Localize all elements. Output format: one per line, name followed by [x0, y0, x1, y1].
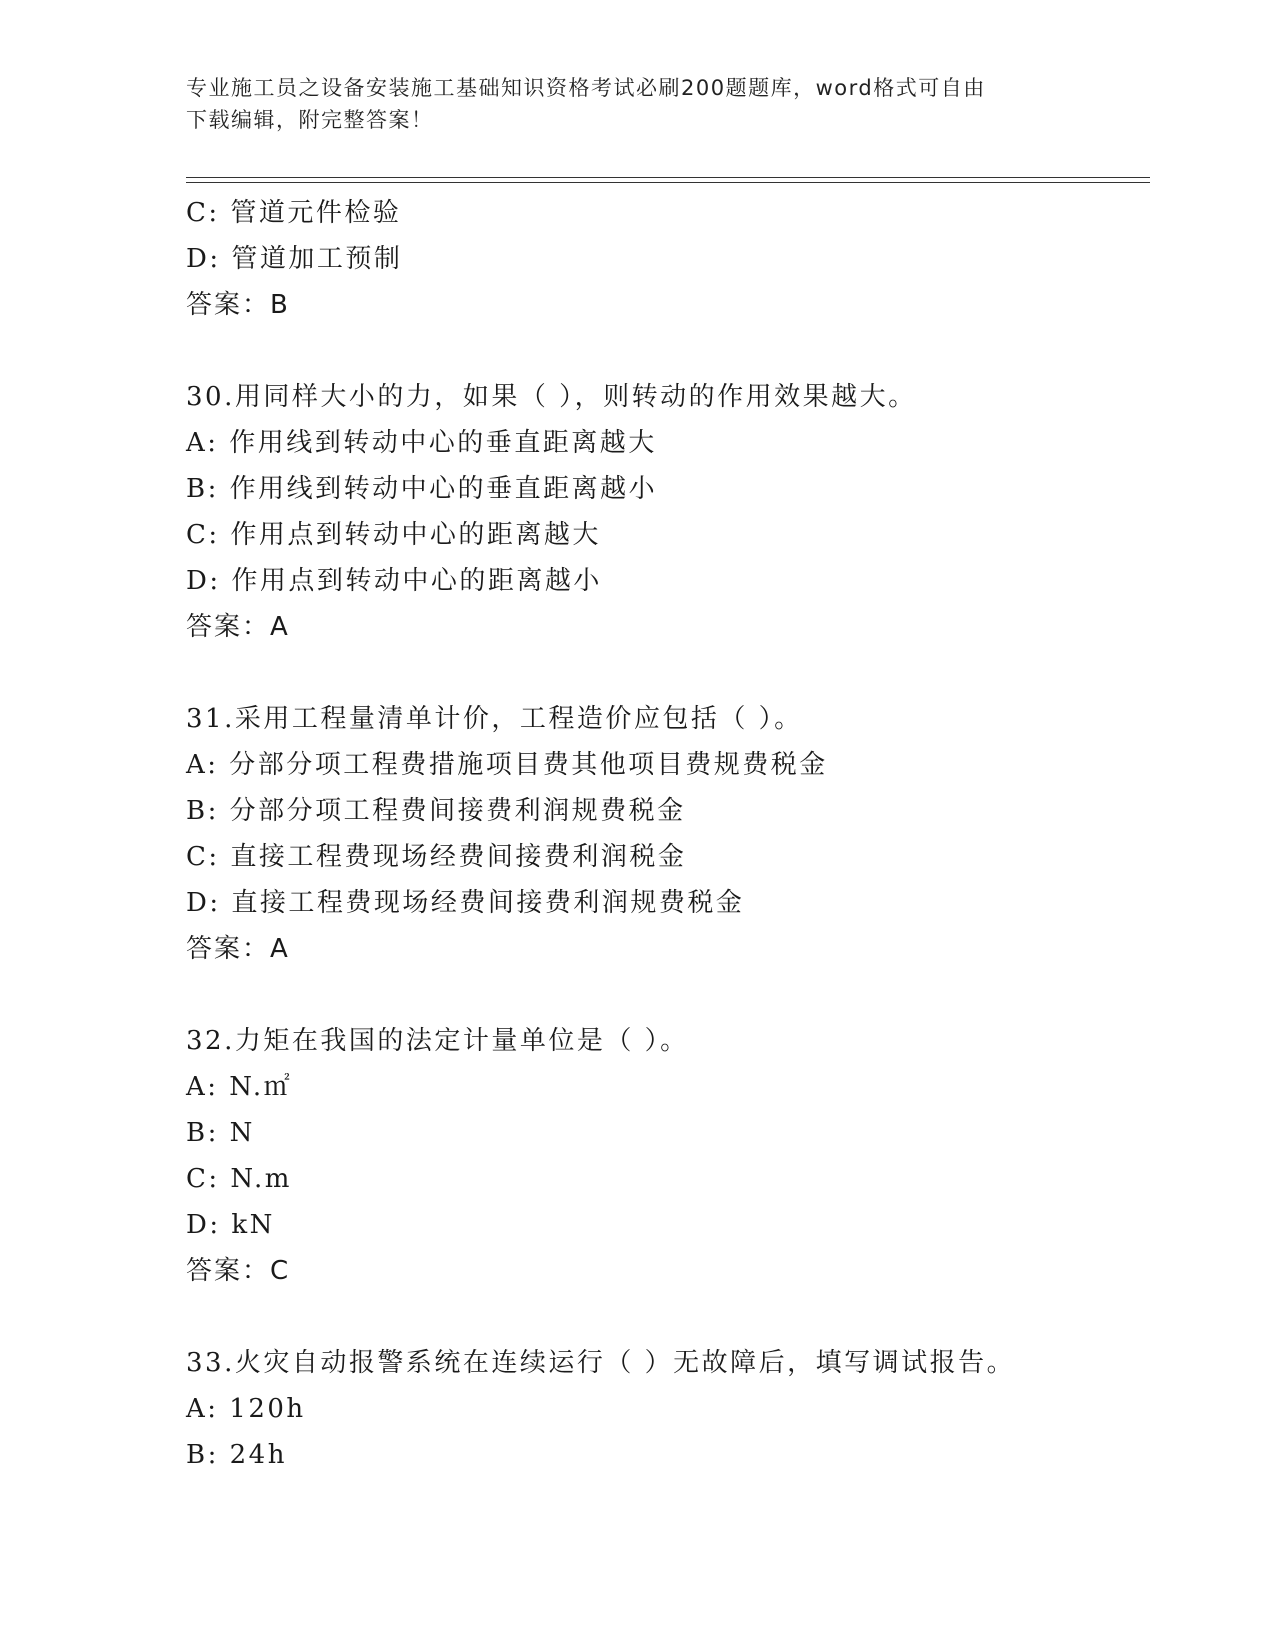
spacer [186, 328, 1146, 374]
answer-line: 答案：C [186, 1256, 291, 1286]
option-c: C: 管道元件检验 [186, 198, 402, 228]
option-a: A: N.㎡ [186, 1072, 293, 1102]
header-rule-top [186, 177, 1150, 178]
question-stem: 30.用同样大小的力，如果（ ），则转动的作用效果越大。 [186, 382, 917, 412]
header-line-2: 下载编辑，附完整答案！ [186, 108, 434, 132]
header-line-1: 专业施工员之设备安装施工基础知识资格考试必刷200题题库，word格式可自由 [186, 76, 986, 100]
answer-line: 答案：B [186, 290, 290, 320]
option-c: C: N.m [186, 1164, 292, 1194]
spacer [186, 972, 1146, 1018]
document-header [186, 72, 1066, 136]
option-a: A: 分部分项工程费措施项目费其他项目费规费税金 [186, 750, 828, 780]
option-a: A: 120h [186, 1394, 306, 1424]
question-content [186, 190, 1146, 1478]
question-32 [186, 1018, 1146, 1294]
option-a: A: 作用线到转动中心的垂直距离越大 [186, 428, 657, 458]
option-b: B: 作用线到转动中心的垂直距离越小 [186, 474, 658, 504]
option-d: D: 作用点到转动中心的距离越小 [186, 566, 602, 596]
option-c: C: 直接工程费现场经费间接费利润税金 [186, 842, 687, 872]
header-rule-bottom [186, 182, 1150, 183]
option-b: B: N [186, 1118, 255, 1148]
spacer [186, 650, 1146, 696]
answer-line: 答案：A [186, 612, 290, 642]
spacer [186, 1294, 1146, 1340]
question-30 [186, 374, 1146, 650]
option-d: D: 管道加工预制 [186, 244, 403, 274]
question-31 [186, 696, 1146, 972]
option-b: B: 分部分项工程费间接费利润规费税金 [186, 796, 686, 826]
option-d: D: kN [186, 1210, 275, 1240]
question-stem: 31.采用工程量清单计价，工程造价应包括（ ）。 [186, 704, 803, 734]
question-stem: 33.火灾自动报警系统在连续运行（ ）无故障后，填写调试报告。 [186, 1348, 1016, 1378]
previous-question-tail [186, 190, 1146, 328]
question-stem: 32.力矩在我国的法定计量单位是（ ）。 [186, 1026, 689, 1056]
option-b: B: 24h [186, 1440, 287, 1470]
question-33 [186, 1340, 1146, 1478]
answer-line: 答案：A [186, 934, 290, 964]
option-c: C: 作用点到转动中心的距离越大 [186, 520, 601, 550]
option-d: D: 直接工程费现场经费间接费利润规费税金 [186, 888, 745, 918]
